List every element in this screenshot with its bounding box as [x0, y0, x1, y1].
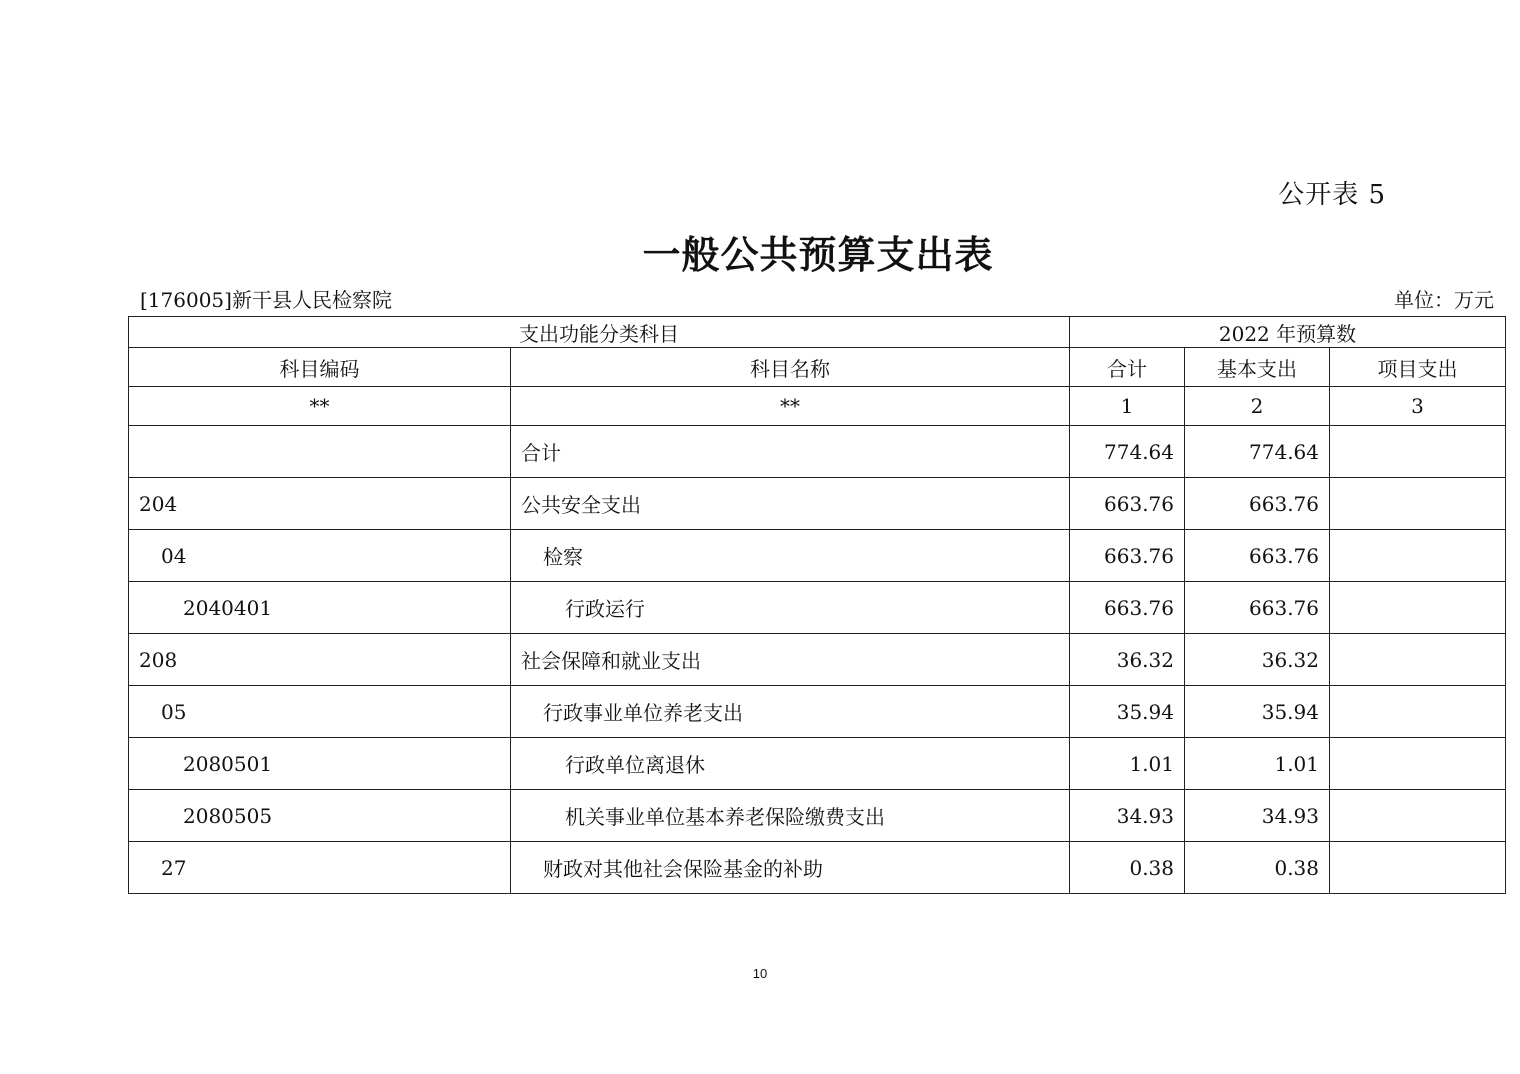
row-name: 行政运行: [511, 582, 1070, 634]
row-project: [1330, 842, 1506, 894]
row-code: 05: [129, 686, 511, 738]
row-basic: 0.38: [1185, 842, 1330, 894]
table-row: [129, 686, 1506, 738]
row-total: 663.76: [1070, 478, 1185, 530]
header-group-right: 2022 年预算数: [1070, 317, 1506, 348]
row-code: 208: [129, 634, 511, 686]
row-code: 2080505: [129, 790, 511, 842]
header-row-index: [129, 387, 1506, 426]
row-basic: 36.32: [1185, 634, 1330, 686]
table-label: 公开表 5: [1278, 180, 1386, 210]
row-name: 行政事业单位养老支出: [511, 686, 1070, 738]
header-col3: 3: [1330, 387, 1506, 426]
row-total: 663.76: [1070, 530, 1185, 582]
table-row: [129, 426, 1506, 478]
row-project: [1330, 478, 1506, 530]
row-total: 663.76: [1070, 582, 1185, 634]
row-basic: 774.64: [1185, 426, 1330, 478]
header-basic: 基本支出: [1185, 348, 1330, 387]
row-code: 04: [129, 530, 511, 582]
row-name: 行政单位离退休: [511, 738, 1070, 790]
row-project: [1330, 790, 1506, 842]
row-name: 财政对其他社会保险基金的补助: [511, 842, 1070, 894]
row-name: 公共安全支出: [511, 478, 1070, 530]
row-basic: 663.76: [1185, 478, 1330, 530]
row-project: [1330, 582, 1506, 634]
row-code: 27: [129, 842, 511, 894]
table-row: [129, 478, 1506, 530]
row-code: 2080501: [129, 738, 511, 790]
row-basic: 663.76: [1185, 582, 1330, 634]
row-code: 2040401: [129, 582, 511, 634]
row-name: 机关事业单位基本养老保险缴费支出: [511, 790, 1070, 842]
page-number: 10: [752, 966, 768, 981]
table-row: [129, 530, 1506, 582]
budget-table: [128, 316, 1506, 894]
row-code: [129, 426, 511, 478]
organization-name: [176005]新干县人民检察院: [140, 288, 392, 312]
page-title: 一般公共预算支出表: [642, 232, 994, 277]
row-total: 1.01: [1070, 738, 1185, 790]
header-row-group: [129, 317, 1506, 348]
header-total: 合计: [1070, 348, 1185, 387]
row-basic: 1.01: [1185, 738, 1330, 790]
row-name: 检察: [511, 530, 1070, 582]
row-total: 0.38: [1070, 842, 1185, 894]
row-total: 35.94: [1070, 686, 1185, 738]
row-name: 合计: [511, 426, 1070, 478]
unit-label: 单位：万元: [1394, 288, 1494, 312]
header-code-mark: **: [129, 387, 511, 426]
table-row: [129, 634, 1506, 686]
row-basic: 35.94: [1185, 686, 1330, 738]
header-project: 项目支出: [1330, 348, 1506, 387]
header-code: 科目编码: [129, 348, 511, 387]
header-name: 科目名称: [511, 348, 1070, 387]
header-col2: 2: [1185, 387, 1330, 426]
row-project: [1330, 738, 1506, 790]
row-name: 社会保障和就业支出: [511, 634, 1070, 686]
row-code: 204: [129, 478, 511, 530]
row-project: [1330, 426, 1506, 478]
table-row: [129, 582, 1506, 634]
row-basic: 34.93: [1185, 790, 1330, 842]
header-name-mark: **: [511, 387, 1070, 426]
table-row: [129, 790, 1506, 842]
header-col1: 1: [1070, 387, 1185, 426]
header-row-columns: [129, 348, 1506, 387]
row-total: 774.64: [1070, 426, 1185, 478]
row-project: [1330, 530, 1506, 582]
row-project: [1330, 686, 1506, 738]
table-row: [129, 738, 1506, 790]
row-project: [1330, 634, 1506, 686]
row-basic: 663.76: [1185, 530, 1330, 582]
header-group-left: 支出功能分类科目: [129, 317, 1070, 348]
table-row: [129, 842, 1506, 894]
row-total: 36.32: [1070, 634, 1185, 686]
row-total: 34.93: [1070, 790, 1185, 842]
